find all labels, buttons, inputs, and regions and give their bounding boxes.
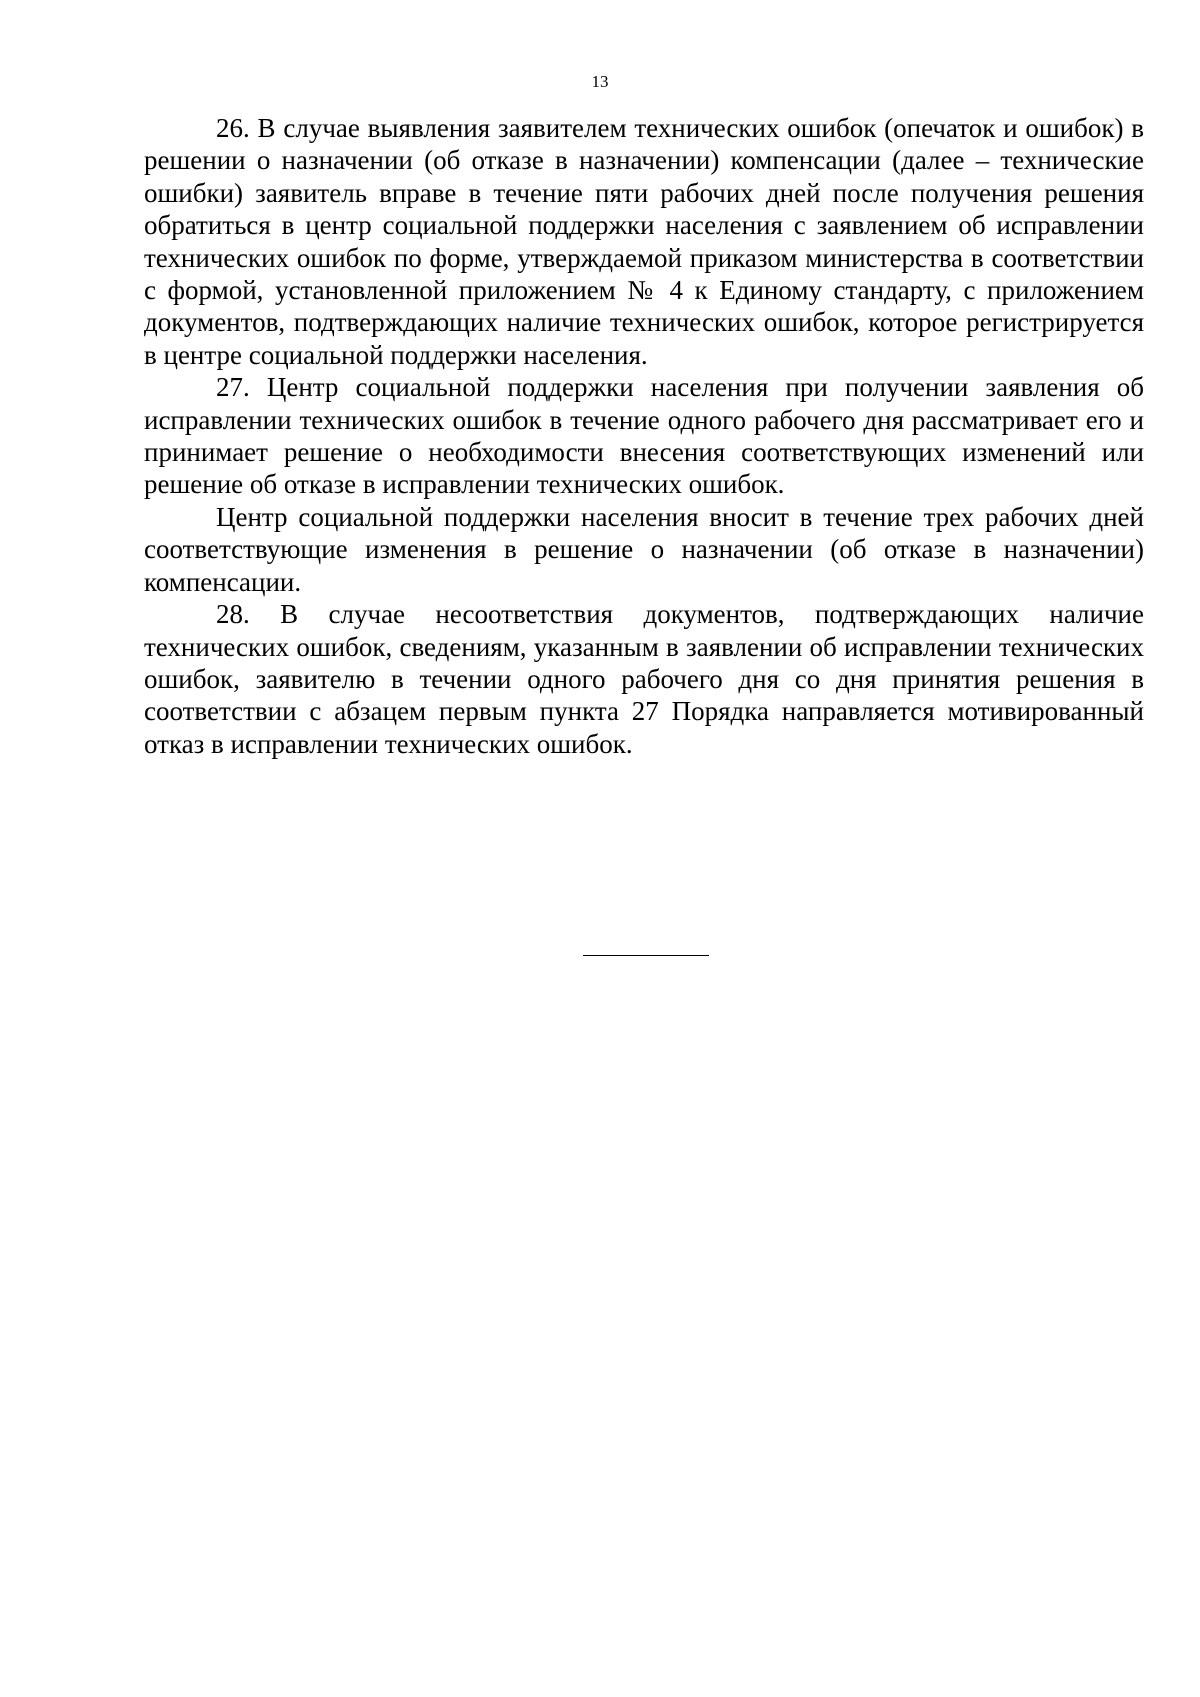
paragraph-28: 28. В случае несоответствия документов, подтверждающих наличие технических ошибок, сведениям, указанным в заявлении об исправлении технических ошибок, заявителю в течении одного рабочего дня со дня принятия решения в соответствии с абзацем первым пункта 27 Порядка направляется мотивированный отказ в исправлении технических ошибок. (144, 599, 1144, 759)
end-separator-line (583, 955, 709, 956)
paragraph-27: 27. Центр социальной поддержки населения при получении заявления об исправлении технических ошибок в течение одного рабочего дня рассматривает его и принимает решение о необходимости внесения соответствующих изменений или решение об отказе в исправлении технических ошибок. (144, 372, 1144, 500)
paragraph-26: 26. В случае выявления заявителем технических ошибок (опечаток и ошибок) в решении о назначении (об отказе в назначении) компенсации (далее – технические ошибки) заявитель вправе в течение пяти рабочих дней после получения решения обратиться в центр социальной поддержки населения с заявлением об исправлении технических ошибок по форме, утверждаемой приказом министерства в соответствии с формой, установленной приложением № 4 к Единому стандарту, с приложением документов, подтверждающих наличие технических ошибок, которое регистрируется в центре социальной поддержки населения. (144, 113, 1144, 370)
document-body (144, 112, 1144, 760)
page-number: 13 (591, 72, 609, 91)
paragraph-27-continued: Центр социальной поддержки населения вносит в течение трех рабочих дней соответствующие изменения в решение о назначении (об отказе в назначении) компенсации. (144, 501, 1144, 597)
